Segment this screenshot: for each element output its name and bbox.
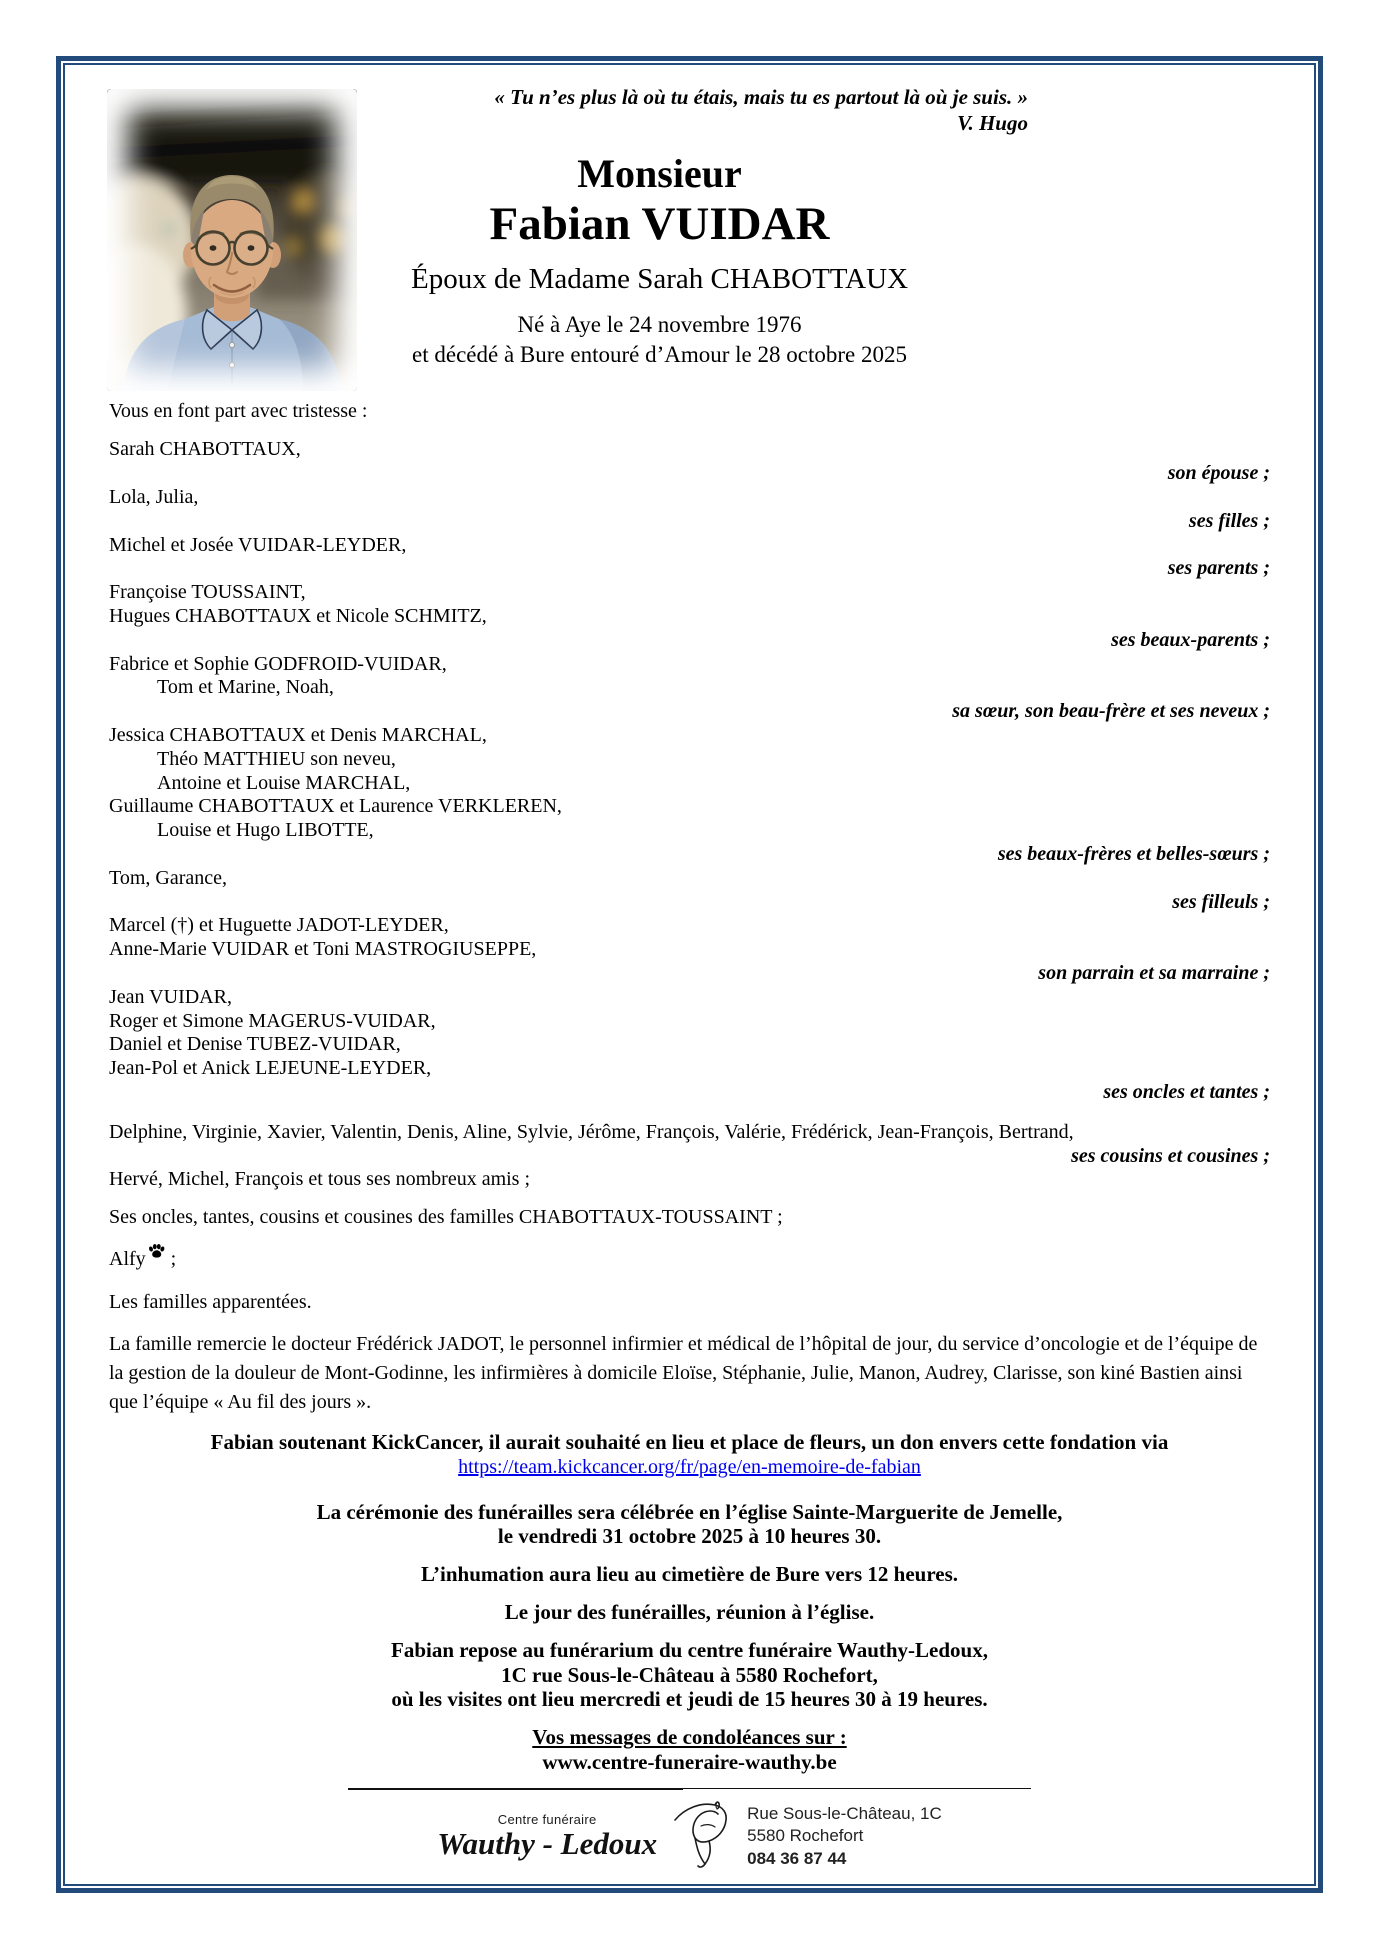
paw-icon [148,1242,165,1266]
family-name-line: Tom et Marine, Noah, [157,676,334,699]
footer-divider [348,1788,1031,1790]
family-name-line: Lola, Julia, [109,486,199,509]
calla-lily-icon [671,1798,733,1875]
friends-line: Hervé, Michel, François et tous ses nombreux amis ; [109,1168,531,1191]
donation-block [109,1430,1270,1480]
family-relation-label: ses beaux-parents ; [1111,628,1270,651]
address-line-2: 5580 Rochefort [747,1826,864,1846]
family-relation-label: son épouse ; [1167,462,1270,485]
family-name-line: Françoise TOUSSAINT, [109,581,306,604]
family-name-line: Marcel (†) et Huguette JADOT-LEYDER, [109,914,449,937]
footer [109,1788,1270,1875]
brand-name: Wauthy - Ledoux [437,1826,658,1862]
death-line: et décédé à Bure entouré d’Amour le 28 octobre 2025 [412,341,907,367]
family-relation-label: son parrain et sa marraine ; [1038,961,1270,984]
family-relation-label: ses filles ; [1188,509,1270,532]
burial-line: L’inhumation aura lieu au cimetière de Bure vers 12 heures. [420,1562,959,1587]
family-name-line: Sarah CHABOTTAUX, [109,438,301,461]
ceremony-line-1: La cérémonie des funérailles sera célébrée en l’église Sainte-Marguerite de Jemelle, [316,1499,1063,1524]
condolences-label: Vos messages de condoléances sur : [532,1724,847,1749]
content-area [63,63,1316,1886]
family-name-line: Roger et Simone MAGERUS-VUIDAR, [109,1009,436,1032]
family-name-line: Tom, Garance, [109,866,227,889]
quote-author: V. Hugo [957,110,1028,135]
family-relation-label: ses cousins et cousines ; [1071,1144,1270,1167]
ceremony-line-2: le vendredi 31 octobre 2025 à 10 heures 30. [497,1524,882,1549]
family-name-line: Anne-Marie VUIDAR et Toni MASTROGIUSEPPE, [109,938,537,961]
pet-line [109,1242,1270,1272]
brand-block [437,1812,657,1861]
spouse-line: Époux de Madame Sarah CHABOTTAUX [410,262,909,295]
family-name-line: Antoine et Louise MARCHAL, [157,771,411,794]
photo-fade-edge [107,89,357,391]
gathering-line: Le jour des funérailles, réunion à l’église. [504,1600,875,1625]
divider-thick-segment [348,1788,683,1790]
family-relation-label: ses oncles et tantes ; [1103,1080,1270,1103]
family-name-line: Delphine, Virginie, Xavier, Valentin, Denis, Aline, Sylvie, Jérôme, François, Valérie, Frédérick, Jean-François, Bertrand, [109,1120,1074,1143]
donation-text: Fabian soutenant KickCancer, il aurait souhaité en lieu et place de fleurs, un don envers cette fondation via [210,1429,1169,1454]
pet-name: Alfy [109,1247,146,1270]
extended-family-line: Ses oncles, tantes, cousins et cousines des familles CHABOTTAUX-TOUSSAINT ; [109,1206,783,1229]
salutation: Monsieur [577,151,742,197]
birth-line: Né à Aye le 24 novembre 1976 [517,311,802,337]
brand-small-label: Centre funéraire [497,1812,597,1828]
donation-link[interactable]: https://team.kickcancer.org/fr/page/en-memoire-de-fabian [458,1456,921,1479]
intro-line: Vous en font part avec tristesse : [109,399,368,422]
family-relation-label: sa sœur, son beau-frère et ses neveux ; [952,700,1270,723]
family-name-line: Guillaume CHABOTTAUX et Laurence VERKLEREN, [109,795,562,818]
family-relation-label: ses filleuls ; [1172,890,1270,913]
phone-number: 084 36 87 44 [747,1848,847,1868]
family-name-line: Hugues CHABOTTAUX et Nicole SCHMITZ, [109,605,487,627]
repose-line-3: où les visites ont lieu mercredi et jeudi de 15 heures 30 à 19 heures. [391,1686,988,1711]
funeral-home-logo [109,1798,1270,1875]
family-name-line: Fabrice et Sophie GODFROID-VUIDAR, [109,652,447,675]
family-name-line: Jessica CHABOTTAUX et Denis MARCHAL, [109,723,487,746]
condolences-block [109,1725,1270,1776]
repose-line-2: 1C rue Sous-le-Château à 5580 Rochefort, [501,1662,878,1687]
thanks-paragraph: La famille remercie le docteur Frédérick JADOT, le personnel infirmier et médical de l’hôpital de jour, du service d’oncologie et de l’équipe de la gestion de la douleur de Mont-Godinne, les infirmières à domicile Eloïse, Stéphanie, Julie, Manon, Audrey, Clarisse, son kiné Bastien ainsi que l’équipe « Au fil des jours ». [109,1332,1258,1413]
family-relation-label: ses parents ; [1167,557,1270,580]
portrait-photo [107,89,357,391]
condolences-website: www.centre-funeraire-wauthy.be [542,1750,837,1775]
family-name-line: Théo MATTHIEU son neveu, [157,747,396,770]
deceased-name: Fabian VUIDAR [489,198,830,251]
ceremony-block [109,1500,1270,1548]
related-families-line: Les familles apparentées. [109,1290,312,1313]
address-block [747,1803,942,1870]
page-border [56,56,1323,1893]
family-name-line: Jean VUIDAR, [109,985,232,1008]
quote-text: « Tu n’es plus là où tu étais, mais tu es partout là où je suis. » [494,85,1028,109]
family-name-line: Daniel et Denise TUBEZ-VUIDAR, [109,1033,401,1056]
family-name-line: Michel et Josée VUIDAR-LEYDER, [109,533,407,556]
address-line-1: Rue Sous-le-Château, 1C [747,1803,942,1823]
family-list [109,438,1270,1168]
family-name-line: Jean-Pol et Anick LEJEUNE-LEYDER, [109,1057,432,1080]
family-relation-label: ses beaux-frères et belles-sœurs ; [997,842,1270,865]
repose-block [109,1638,1270,1710]
repose-line-1: Fabian repose au funérarium du centre funéraire Wauthy-Ledoux, [391,1638,988,1663]
divider-thin-segment [683,1788,1031,1789]
family-name-line: Louise et Hugo LIBOTTE, [157,819,374,842]
pet-suffix: ; [170,1247,177,1270]
